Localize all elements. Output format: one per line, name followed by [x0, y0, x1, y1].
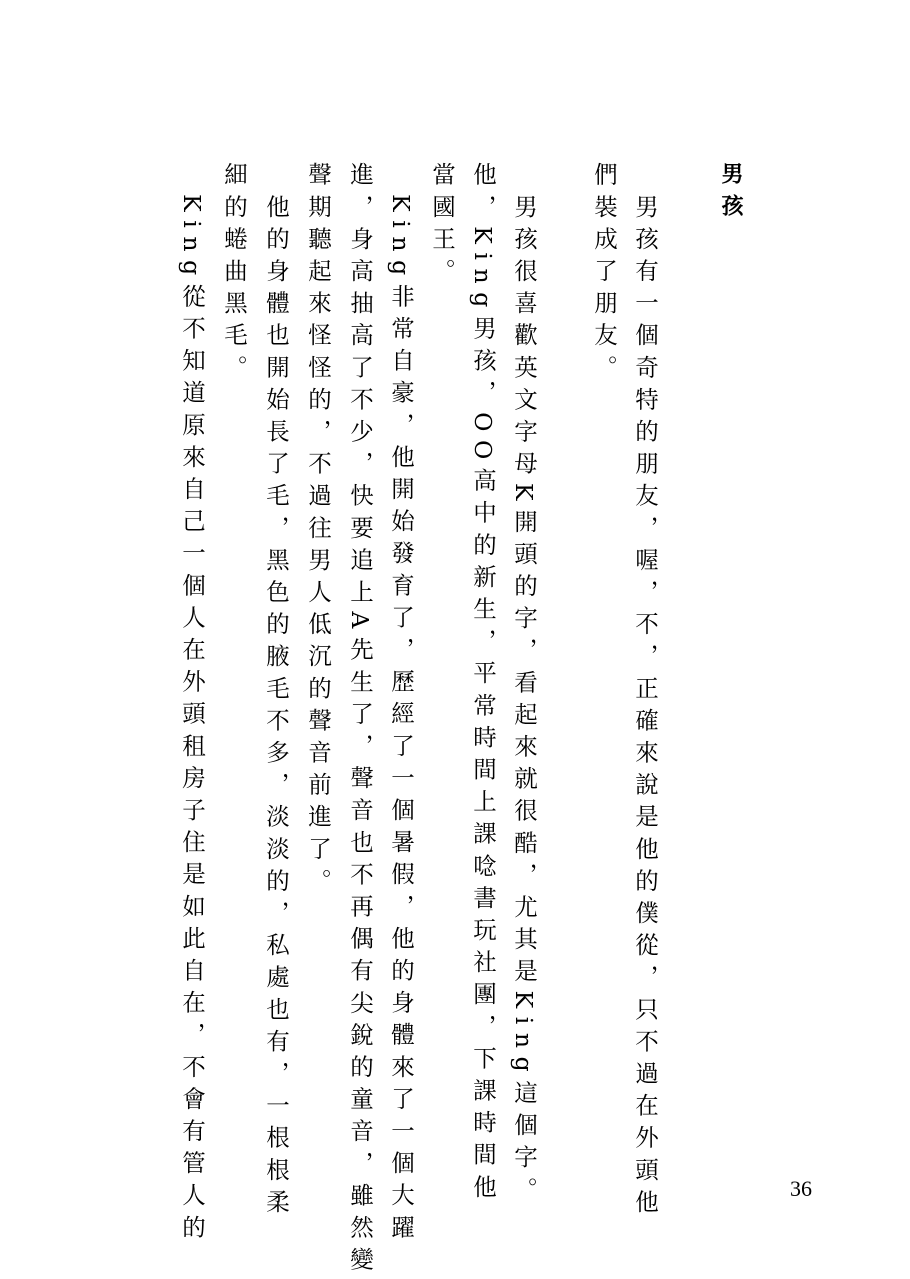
text-line: 他的身體也開始長了毛，黑色的腋毛不多，淡淡的，私處也有，一根根柔	[262, 162, 290, 1222]
text-line: 們裝成了朋友。	[590, 162, 618, 387]
text-line: 男孩很喜歡英文字母K開頭的字，看起來就很酷，尤其是King這個字。	[510, 162, 538, 1209]
text-line: 他，King男孩，OO高中的新生，平常時間上課唸書玩社團，下課時間他	[469, 162, 497, 1207]
text-line: 進，身高抽高了不少，快要追上A先生了，聲音也不再偶有尖銳的童音，雖然變	[346, 162, 374, 1279]
text-line: King從不知道原來自己一個人在外頭租房子住是如此自在，不會有管人的	[178, 162, 206, 1247]
text-line: 聲期聽起來怪怪的，不過往男人低沉的聲音前進了。	[304, 162, 332, 901]
chapter-title: 男孩	[718, 162, 743, 226]
text-line: 當國王。	[428, 162, 456, 291]
page-number: 36	[790, 1176, 812, 1201]
text-line: 男孩有一個奇特的朋友，喔，不，正確來說是他的僕從，只不過在外頭他	[631, 162, 659, 1222]
text-line: 細的蜷曲黑毛。	[220, 162, 248, 387]
text-line: King非常自豪，他開始發育了，歷經了一個暑假，他的身體來了一個大躍	[387, 162, 415, 1247]
